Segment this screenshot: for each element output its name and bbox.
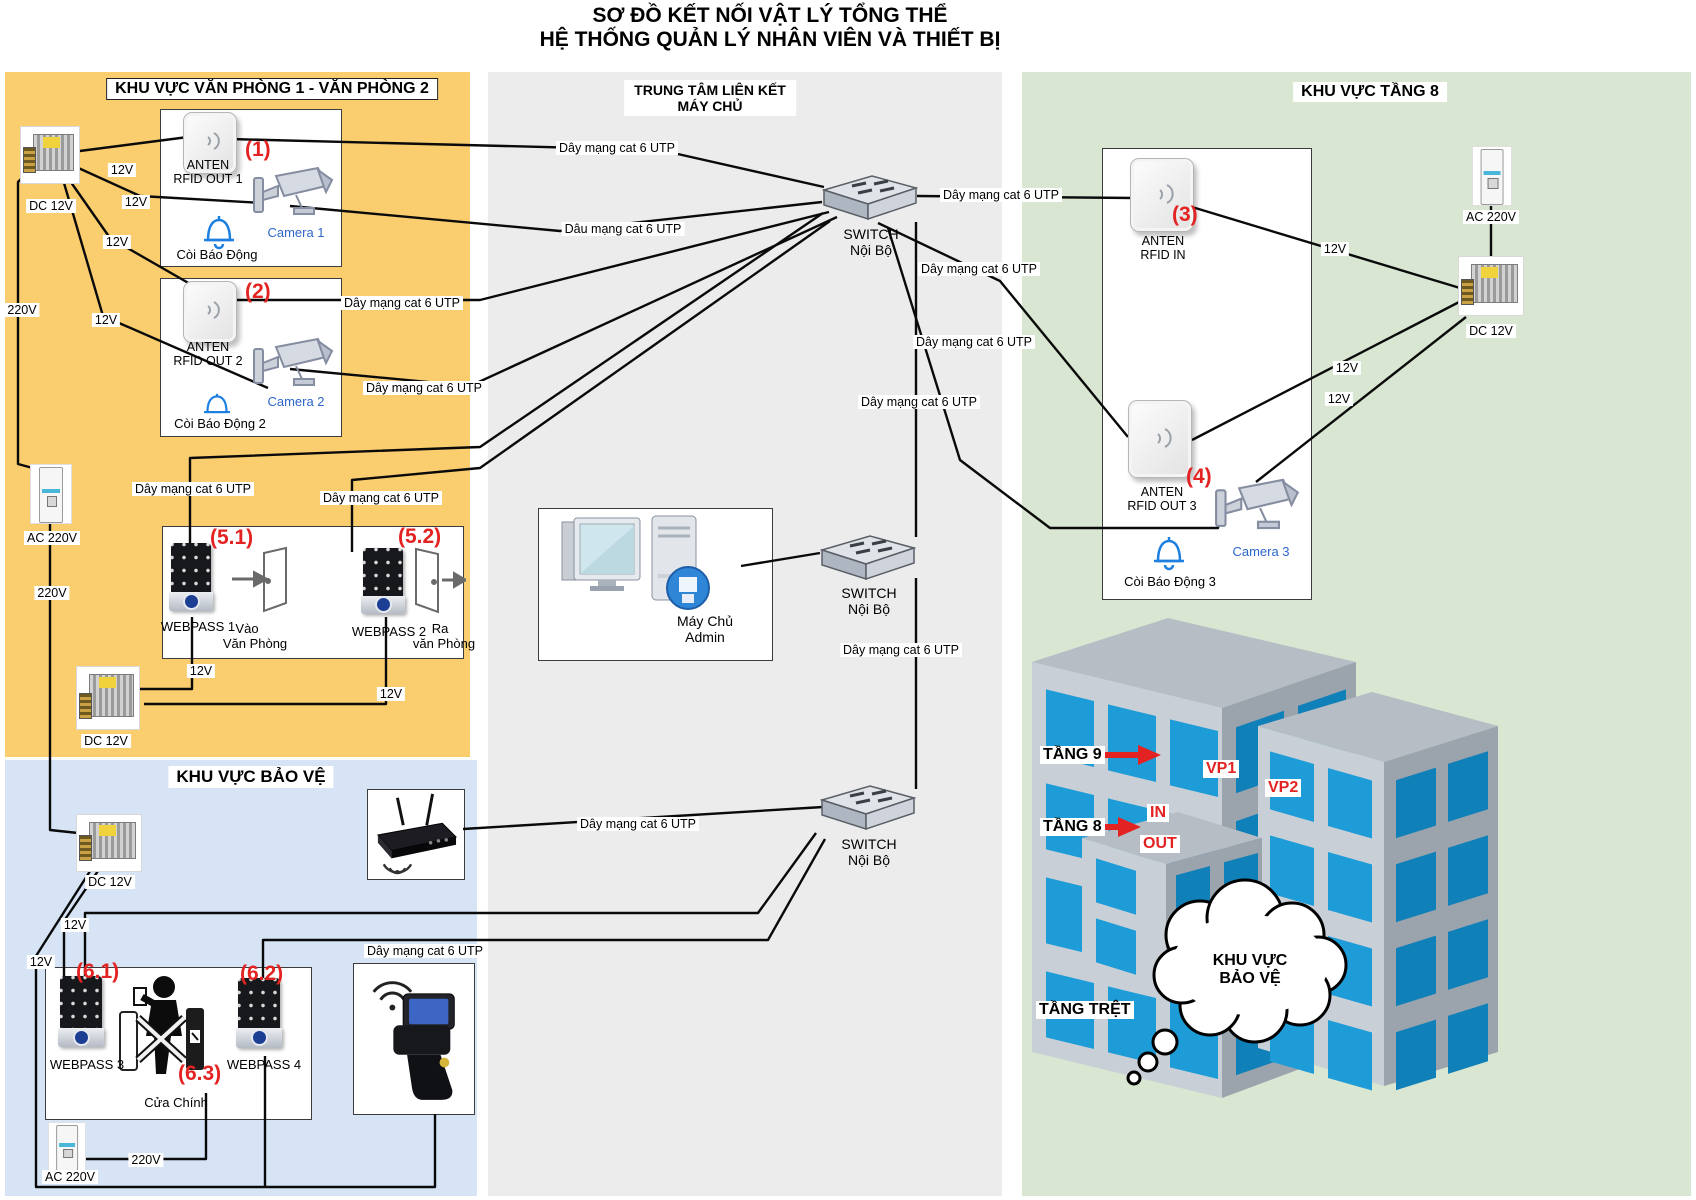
switch2-label-l2: Nội Bộ <box>847 601 891 618</box>
anten4-label <box>1124 485 1199 514</box>
zone-office-title: KHU VỰC VĂN PHÒNG 1 - VĂN PHÒNG 2 <box>106 78 438 100</box>
cable-label-6: Dây mạng cat 6 UTP <box>320 491 442 505</box>
power-supply-1 <box>20 126 80 184</box>
breaker-1 <box>30 464 72 524</box>
v220-label-1: 220V <box>4 303 39 317</box>
webpass3-label: WEBPASS 3 <box>49 1057 125 1072</box>
webpass2-label: WEBPASS 2 <box>351 624 427 639</box>
switch1-label <box>840 226 901 258</box>
server-icon <box>560 514 720 619</box>
annotation-6-3: (6.3) <box>178 1062 222 1085</box>
server-label-l2: Admin <box>685 629 725 646</box>
cloud-label <box>1210 952 1291 989</box>
power-supply-3 <box>76 814 142 872</box>
webpass1-keypad <box>168 543 214 615</box>
cable-label-4: Dây mạng cat 6 UTP <box>363 381 485 395</box>
v12-label-10: 12V <box>1333 361 1361 375</box>
door-out-icon <box>410 546 466 619</box>
zone-center-title-line2: MÁY CHỦ <box>677 98 743 114</box>
zone-center-title-line1: TRUNG TÂM LIÊN KẾT <box>634 82 786 98</box>
v12-label-1: 12V <box>108 163 136 177</box>
zone-center-title <box>624 80 796 116</box>
building-floor8-label: TẦNG 8 <box>1040 818 1105 836</box>
power-supply-2 <box>76 666 140 730</box>
building-right <box>1258 692 1498 1090</box>
cloud-label-l1: KHU VỰC <box>1212 952 1288 969</box>
cable-label-5: Dây mạng cat 6 UTP <box>132 482 254 496</box>
anten2-label-l1: ANTEN <box>186 340 230 354</box>
building-ground-label: TẦNG TRỆT <box>1036 1001 1134 1019</box>
switch1-label-l2: Nội Bộ <box>849 242 893 259</box>
switch3-label-l2: Nội Bộ <box>847 852 891 869</box>
camera-icon-1 <box>252 162 336 227</box>
camera3-label: Camera 3 <box>1232 544 1290 559</box>
building-vp1-label: VP1 <box>1203 760 1239 778</box>
server-label <box>674 613 736 645</box>
cable-label-12: Dây mạng cat 6 UTP <box>577 817 699 831</box>
cable-label-10: Dây mạng cat 6 UTP <box>858 395 980 409</box>
cable-label-2: Dâu mạng cat 6 UTP <box>562 222 685 236</box>
v12-label-2: 12V <box>122 195 150 209</box>
page-title-line2: HỆ THỐNG QUẢN LÝ NHÂN VIÊN VÀ THIẾT BỊ <box>539 28 1001 51</box>
anten4-label-l2: RFID OUT 3 <box>1127 499 1197 514</box>
v12-label-11: 12V <box>1325 392 1353 406</box>
building-vp2-label: VP2 <box>1265 779 1301 797</box>
power-supply-2-label: DC 12V <box>81 734 131 748</box>
camera-icon-2 <box>252 333 336 398</box>
annotation-6-1: (6.1) <box>76 960 120 983</box>
anten3-label-l2: RFID IN <box>1140 248 1186 263</box>
gate-label: Cửa Chính <box>144 1095 208 1110</box>
page-title-line1: SƠ ĐỒ KẾT NỐI VẬT LÝ TỔNG THỂ <box>592 4 948 27</box>
anten3-label <box>1137 234 1188 263</box>
wifi-router-icon <box>370 792 460 881</box>
anten4-label-l1: ANTEN <box>1140 485 1184 499</box>
switch2-label <box>838 585 899 617</box>
page-title <box>540 4 1001 52</box>
cable-label-7: Dây mạng cat 6 UTP <box>940 188 1062 202</box>
webpass3-keypad <box>57 976 105 1052</box>
v220-label-2: 220V <box>34 586 69 600</box>
webpass2-dir1: Ra <box>431 621 449 636</box>
v12-label-6: 12V <box>377 687 405 701</box>
v12-label-7: 12V <box>61 918 89 932</box>
camera2-label: Camera 2 <box>267 394 325 409</box>
v12-label-4: 12V <box>92 313 120 327</box>
anten2-label <box>170 340 245 369</box>
zone-floor8-title: KHU VỰC TẦNG 8 <box>1293 82 1447 102</box>
cable-label-13: Dây mạng cat 6 UTP <box>364 944 486 958</box>
handheld-rfid-reader-icon <box>358 968 468 1113</box>
power-supply-4 <box>1458 256 1524 316</box>
switch-icon-2 <box>820 532 916 587</box>
server-label-l1: Máy Chủ <box>676 613 734 629</box>
cable-label-11: Dây mạng cat 6 UTP <box>840 643 962 657</box>
webpass4-keypad <box>235 978 283 1052</box>
cable-label-9: Dây mạng cat 6 UTP <box>913 335 1035 349</box>
camera1-label: Camera 1 <box>267 225 325 240</box>
webpass2-dir2: văn Phòng <box>412 636 476 651</box>
anten1-label-l2: RFID OUT 1 <box>173 172 243 187</box>
switch-icon-1 <box>822 172 918 227</box>
breaker-3-label: AC 220V <box>1463 210 1519 224</box>
webpass4-label: WEBPASS 4 <box>226 1057 302 1072</box>
bell3-label: Còi Báo Động 3 <box>1124 574 1216 589</box>
alarm-bell-icon-3 <box>1152 536 1186 579</box>
annotation-5-1: (5.1) <box>210 526 254 549</box>
breaker-1-label: AC 220V <box>24 531 80 545</box>
cable-label-3: Dây mạng cat 6 UTP <box>341 296 463 310</box>
switch3-label-l1: SWITCH <box>841 836 897 852</box>
building-in-label: IN <box>1147 804 1169 822</box>
annotation-1: (1) <box>245 138 271 161</box>
switch1-label-l1: SWITCH <box>843 226 899 242</box>
breaker-2 <box>48 1122 86 1172</box>
switch3-label <box>838 836 899 868</box>
power-supply-4-label: DC 12V <box>1466 324 1516 338</box>
cable-label-1: Dây mạng cat 6 UTP <box>556 141 678 155</box>
webpass1-dir1: Vào <box>235 621 259 636</box>
v220-label-3: 220V <box>128 1153 163 1167</box>
power-supply-3-label: DC 12V <box>85 875 135 889</box>
camera-icon-3 <box>1214 472 1302 543</box>
power-supply-1-label: DC 12V <box>26 199 76 213</box>
annotation-6-2: (6.2) <box>240 962 284 985</box>
anten1-label <box>170 158 245 187</box>
webpass2-keypad <box>360 548 406 618</box>
switch-icon-3 <box>820 782 916 837</box>
annotation-2: (2) <box>245 280 271 303</box>
rfid-antenna-icon-4 <box>1128 400 1192 478</box>
anten3-label-l1: ANTEN <box>1141 234 1185 248</box>
door-in-icon <box>230 545 292 618</box>
bell1-label: Còi Báo Động <box>176 247 258 262</box>
building-out-label: OUT <box>1140 835 1180 853</box>
cloud-label-l2: BẢO VỆ <box>1219 970 1281 988</box>
rfid-antenna-icon-2 <box>183 281 237 343</box>
breaker-2-label: AC 220V <box>42 1170 98 1184</box>
zone-security-title: KHU VỰC BẢO VỆ <box>168 766 333 788</box>
annotation-5-2: (5.2) <box>398 525 442 548</box>
bell2-label: Còi Báo Động 2 <box>174 416 266 431</box>
v12-label-5: 12V <box>187 664 215 678</box>
annotation-4: (4) <box>1186 465 1212 488</box>
v12-label-3: 12V <box>103 235 131 249</box>
annotation-3: (3) <box>1172 203 1198 226</box>
building-floor9-label: TẦNG 9 <box>1040 746 1105 764</box>
breaker-3 <box>1472 146 1512 206</box>
switch2-label-l1: SWITCH <box>841 585 897 601</box>
anten1-label-l1: ANTEN <box>186 158 230 172</box>
cable-label-8: Dây mạng cat 6 UTP <box>918 262 1040 276</box>
v12-label-8: 12V <box>27 955 55 969</box>
v12-label-9: 12V <box>1321 242 1349 256</box>
anten2-label-l2: RFID OUT 2 <box>173 354 243 369</box>
webpass1-label: WEBPASS 1 <box>160 619 236 634</box>
webpass1-dir2: Văn Phòng <box>222 636 288 651</box>
